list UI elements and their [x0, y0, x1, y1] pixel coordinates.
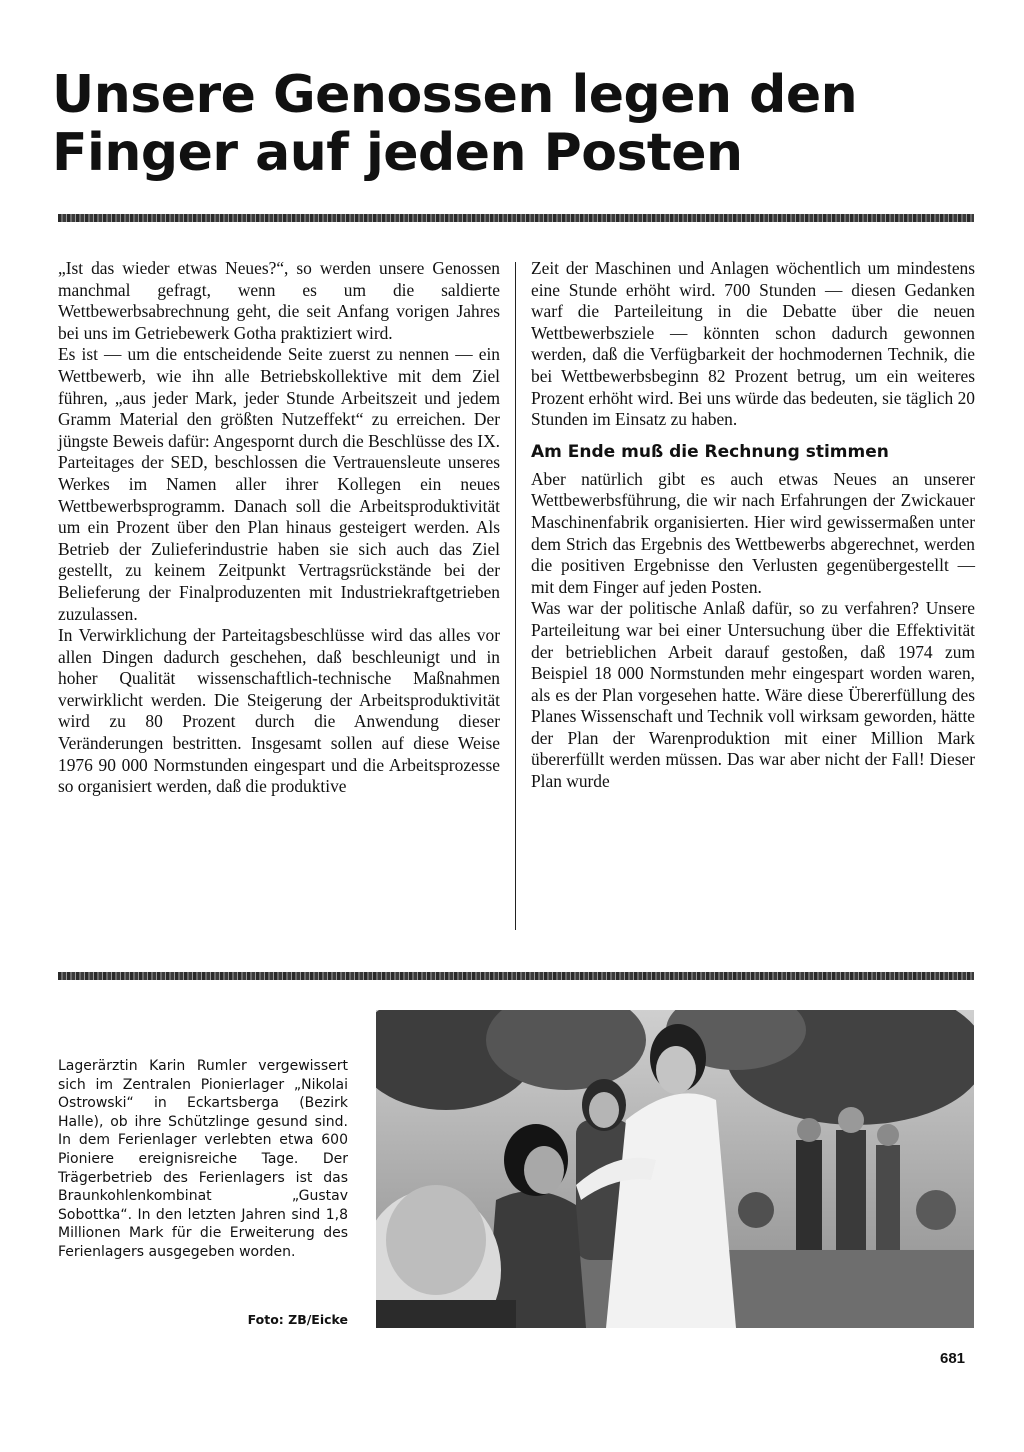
photo-section-rule	[58, 972, 974, 980]
section-heading: Am Ende muß die Rechnung stimmen	[531, 441, 889, 462]
title-rule	[58, 214, 974, 222]
page-number: 681	[940, 1350, 966, 1367]
paragraph: In Verwirklichung der Parteitagsbeschlüsse wird das alles vor allen Dingen dadurch geschehen, daß beschleunigt und in hoher Qualität wissenschaftlich-technische Maßnahmen verwirklicht werden. Die Steigerung der Arbeitsproduktivität wird zu 80 Prozent durch die Anwendung dieser Veränderungen bestritten. Insgesamt sollen auf diese Weise 1976 90 000 Normstunden eingespart und die Arbeitsprozesse so organisiert werden, daß die produktive	[58, 625, 500, 797]
photo	[376, 1010, 974, 1328]
paragraph: Aber natürlich gibt es auch etwas Neues an unserer Wettbewerbsführung, die wir nach Erfahrungen der Zwickauer Maschinenfabrik organisierten. Hier wird gewissermaßen unter dem Strich das Ergebnis des Wettbewerbs abgerechnet, werden die positiven Ergebnisse den Verlusten gegenübergestellt — mit dem Finger auf jeden Posten.	[531, 468, 975, 597]
photo-illustration	[376, 1010, 974, 1328]
paragraph: Zeit der Maschinen und Anlagen wöchentlich um mindestens eine Stunde erhöht wird. 700 Stunden — diesen Gedanken warf die Parteileitung in die Debatte über die neuen Wettbewerbsziele — könnten schon dadurch gewonnen werden, daß die Verfügbarkeit der hochmodernen Technik, die bei Wettbewerbsbeginn 82 Prozent betrug, um ein weiteres Prozent erhöht wird. Bei uns würde das bedeuten, sie täglich 20 Stunden im Einsatz zu haben.	[531, 258, 975, 430]
article-title: Unsere Genossen legen den Finger auf jeden Posten	[52, 65, 858, 183]
left-column	[58, 258, 500, 798]
photo-credit: Foto: ZB/Eicke	[247, 1312, 348, 1327]
column-divider	[515, 262, 516, 930]
paragraph: Was war der politische Anlaß dafür, so zu verfahren? Unsere Parteileitung war bei einer Untersuchung über die Effektivität der betrieblichen Arbeit darauf gestoßen, daß 1974 zum Beispiel 18 000 Normstunden mehr eingespart worden waren, als es der Plan vorgesehen hatte. Wäre diese Übererfüllung des Planes Wissenschaft und Technik voll wirksam geworden, hätte der Plan der Warenproduktion mit einer Million Mark übererfüllt werden müssen. Das war aber nicht der Fall! Dieser Plan wurde	[531, 598, 975, 792]
paragraph: „Ist das wieder etwas Neues?“, so werden unsere Genossen manchmal gefragt, wenn es um die saldierte Wettbewerbsabrechnung geht, die seit Anfang vorigen Jahres bei uns im Getriebewerk Gotha praktiziert wird.	[58, 258, 500, 343]
photo-caption: Lagerärztin Karin Rumler vergewissert sich im Zentralen Pionierlager „Nikolai Ostrowski“ in Eckartsberga (Bezirk Halle), ob ihre Schützlinge gesund sind. In dem Ferienlager verlebten etwa 600 Pioniere ereignisreiche Tage. Der Trägerbetrieb des Ferienlagers ist das Braunkohlenkombinat „Gustav Sobottka“. In den letzten Jahren sind 1,8 Millionen Mark für die Erweiterung des Ferienlagers ausgegeben worden.	[58, 1058, 348, 1260]
right-column	[531, 258, 975, 793]
paragraph: Es ist — um die entscheidende Seite zuerst zu nennen — ein Wettbewerb, wie ihn alle Betriebskollektive mit dem Ziel führen, „aus jeder Mark, jeder Stunde Arbeitszeit und jedem Gramm Material den größten Nutzeffekt“ zu erreichen. Der jüngste Beweis dafür: Angespornt durch die Beschlüsse des IX. Parteitages der SED, beschlossen die Vertrauensleute unseres Werkes im Namen aller ihrer Kollegen ein neues Wettbewerbsprogramm. Danach soll die Arbeitsproduktivität um ein Prozent über den Plan hinaus gesteigert werden. Als Betrieb der Zulieferindustrie haben sie sich auch das Ziel gestellt, zu keinem Zeitpunkt Vertragsrückstände bei der Belieferung der Finalproduzenten mit Industriekraftgetrieben zuzulassen.	[58, 344, 500, 624]
